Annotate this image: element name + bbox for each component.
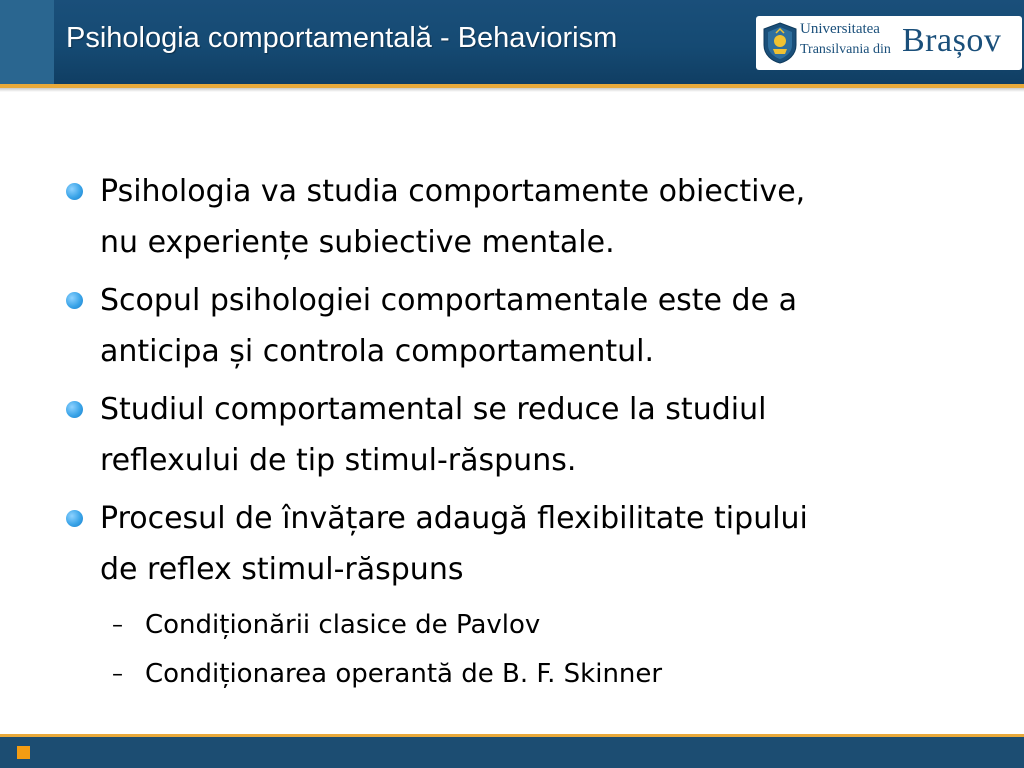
- bullet-dot-icon: [66, 401, 83, 418]
- university-logo: [756, 16, 1022, 70]
- logo-text-transilvania: Transilvania din: [800, 42, 891, 57]
- bullet-list: [62, 166, 962, 698]
- bullet-item: [62, 275, 962, 377]
- logo-text-city: Brașov: [902, 22, 1002, 59]
- bullet-dot-icon: [66, 183, 83, 200]
- sub-bullet-item: [62, 602, 962, 649]
- header-accent-block: [0, 0, 54, 84]
- sub-bullet-item: [62, 651, 962, 698]
- bullet-text-line: Scopul psihologiei comportamentale este de a: [100, 283, 797, 318]
- university-seal-icon: [760, 21, 800, 65]
- bullet-text-line: Procesul de învățare adaugă flexibilitate tipului: [100, 501, 808, 536]
- orange-square-icon: [17, 746, 30, 759]
- header-bar: [0, 0, 1024, 84]
- bullet-text-line: de reflex stimul-răspuns: [100, 552, 464, 587]
- footer-bar: [0, 737, 1024, 768]
- header-shadow: [0, 88, 1024, 92]
- bullet-text-line: Studiul comportamental se reduce la studiul: [100, 392, 767, 427]
- bullet-text-line: reflexului de tip stimul-răspuns.: [100, 443, 577, 478]
- sub-bullet-text: Condiționarea operantă de B. F. Skinner: [145, 659, 663, 689]
- slide-title: Psihologia comportamentală - Behaviorism: [66, 22, 618, 54]
- bullet-dot-icon: [66, 292, 83, 309]
- dash-icon: –: [112, 613, 123, 638]
- sub-bullet-text: Condiționării clasice de Pavlov: [145, 610, 541, 640]
- bullet-dot-icon: [66, 510, 83, 527]
- bullet-item: [62, 384, 962, 486]
- bullet-item: [62, 166, 962, 268]
- bullet-item: [62, 493, 962, 595]
- logo-text-university: Universitatea: [800, 21, 880, 37]
- bullet-text-line: Psihologia va studia comportamente obiective,: [100, 174, 806, 209]
- bullet-text-line: anticipa și controla comportamentul.: [100, 334, 654, 369]
- bullet-text-line: nu experiențe subiective mentale.: [100, 225, 615, 260]
- dash-icon: –: [112, 662, 123, 687]
